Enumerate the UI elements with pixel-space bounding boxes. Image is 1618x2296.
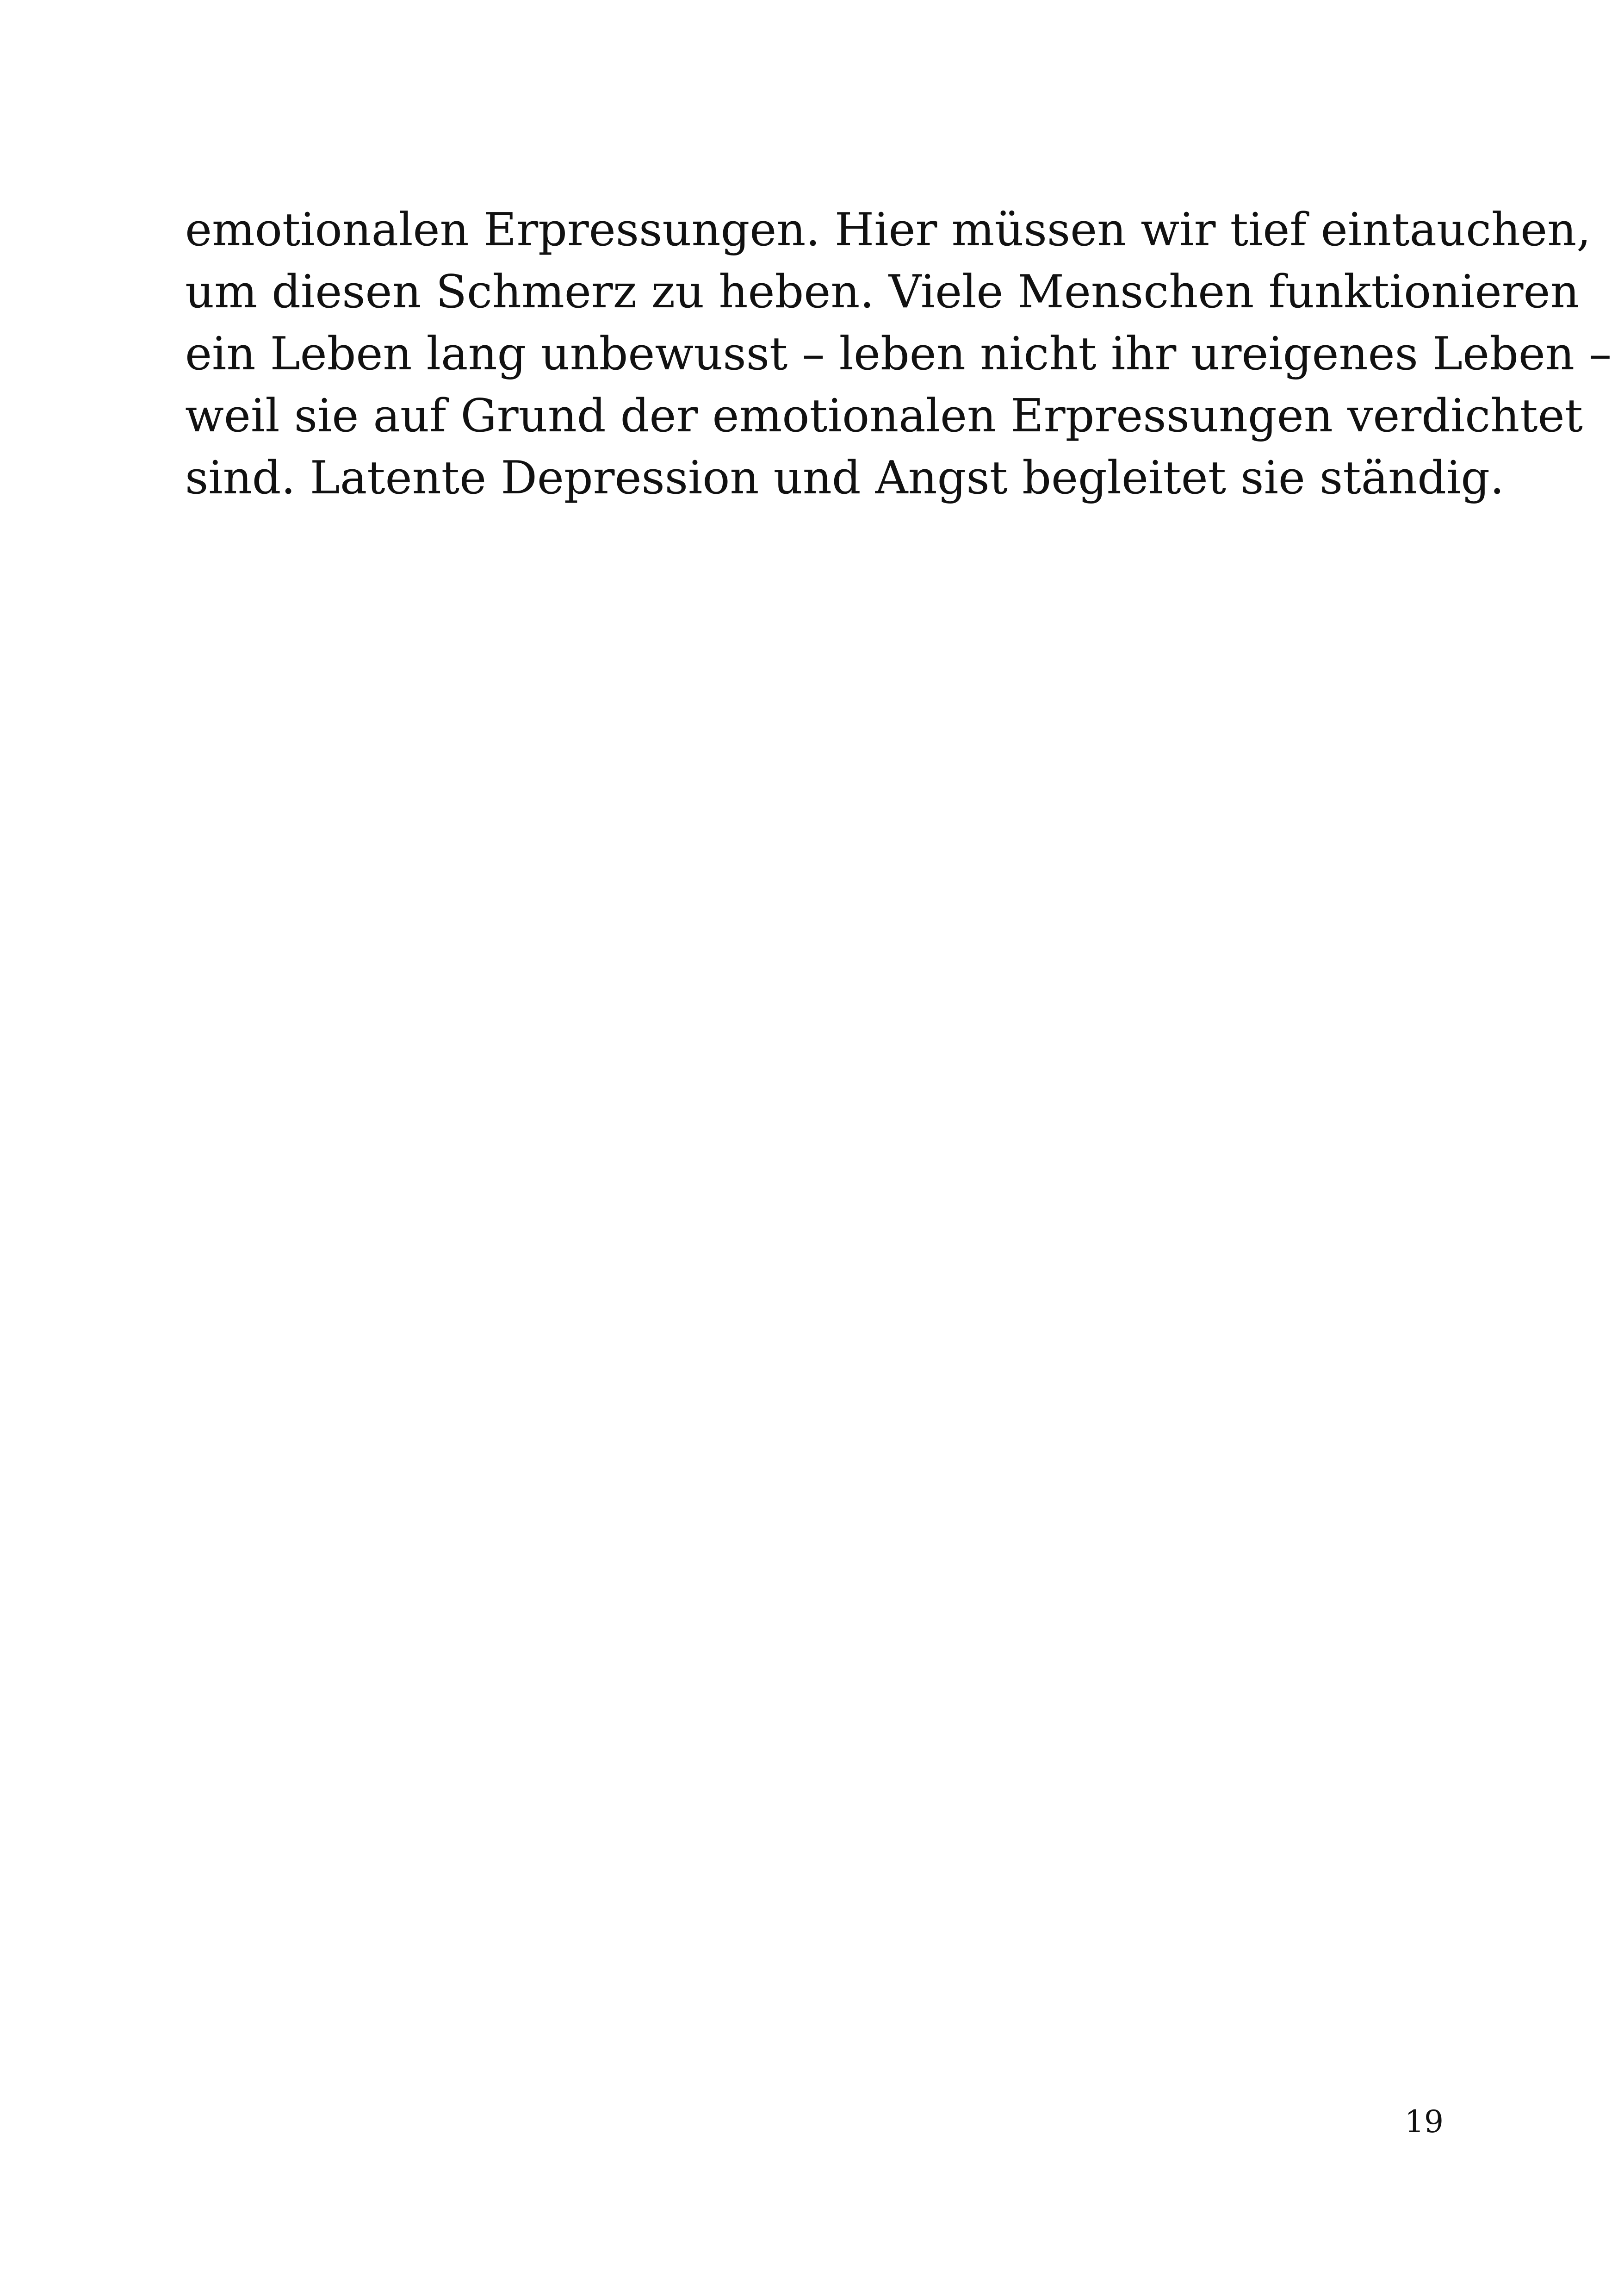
paragraph-line: um diesen Schmerz zu heben. Viele Menschen funktionieren	[185, 266, 1580, 318]
paragraph-line: ein Leben lang unbewusst – leben nicht ihr ureigenes Leben –	[185, 328, 1612, 380]
paragraph-line: emotionalen Erpressungen. Hier müssen wir tief eintauchen,	[185, 204, 1591, 256]
paragraph-line: sind. Latente Depression und Angst begleitet sie ständig.	[185, 452, 1505, 504]
paragraph-line: weil sie auf Grund der emotionalen Erpressungen verdichtet	[185, 390, 1583, 442]
page-number: 19	[1405, 2104, 1444, 2140]
body-paragraph	[185, 199, 1612, 509]
